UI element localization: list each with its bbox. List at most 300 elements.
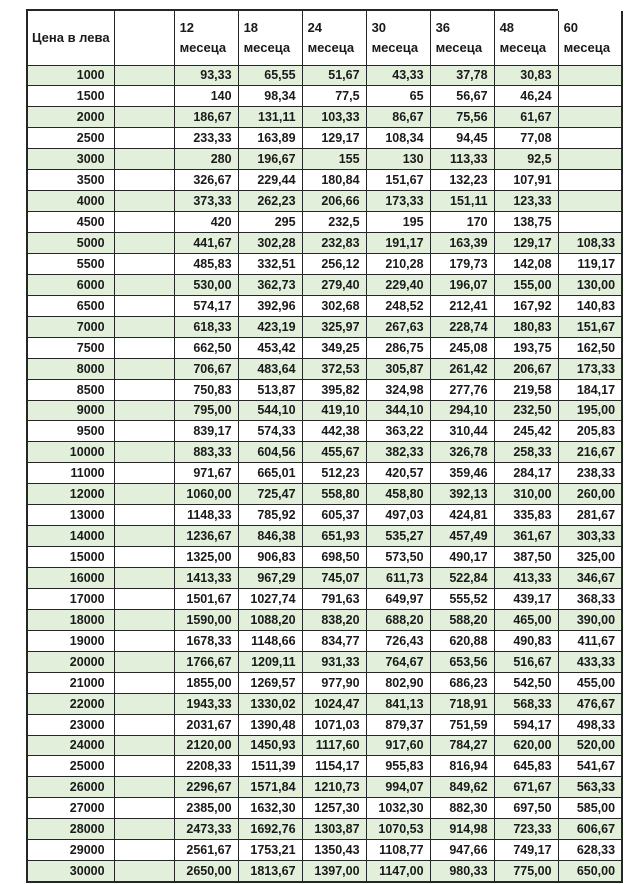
price-cell: 4000 — [27, 191, 114, 212]
payment-cell: 77,08 — [494, 128, 558, 149]
payment-cell: 260,00 — [558, 484, 622, 505]
payment-cell — [558, 149, 622, 170]
empty-cell — [114, 505, 174, 526]
table-row — [27, 463, 622, 484]
payment-cell: 541,67 — [558, 756, 622, 777]
month-column-header — [558, 10, 622, 65]
table-row — [27, 253, 622, 274]
payment-cell: 206,66 — [302, 191, 366, 212]
table-row — [27, 568, 622, 589]
table-row — [27, 316, 622, 337]
payment-cell: 611,73 — [366, 568, 430, 589]
table-row — [27, 212, 622, 233]
empty-cell — [114, 191, 174, 212]
payment-cell: 324,98 — [366, 379, 430, 400]
month-column-header — [174, 10, 238, 65]
payment-cell: 295 — [238, 212, 302, 233]
payment-cell: 1032,30 — [366, 798, 430, 819]
payment-cell: 751,59 — [430, 714, 494, 735]
payment-cell: 103,33 — [302, 107, 366, 128]
price-cell: 22000 — [27, 693, 114, 714]
table-row — [27, 442, 622, 463]
empty-cell — [114, 463, 174, 484]
month-column-header — [366, 10, 430, 65]
table-row — [27, 714, 622, 735]
month-unit: месеца — [499, 39, 547, 55]
month-number: 24 — [307, 19, 323, 35]
price-cell: 21000 — [27, 672, 114, 693]
table-row — [27, 358, 622, 379]
payment-cell: 1027,74 — [238, 588, 302, 609]
payment-cell: 155 — [302, 149, 366, 170]
table-row — [27, 798, 622, 819]
empty-cell — [114, 714, 174, 735]
payment-cell: 465,00 — [494, 609, 558, 630]
payment-cell: 193,75 — [494, 337, 558, 358]
payment-cell: 180,84 — [302, 170, 366, 191]
payment-cell: 75,56 — [430, 107, 494, 128]
price-cell: 14000 — [27, 526, 114, 547]
empty-cell — [114, 149, 174, 170]
payment-cell: 162,50 — [558, 337, 622, 358]
payment-cell: 785,92 — [238, 505, 302, 526]
payment-cell: 229,40 — [366, 274, 430, 295]
payment-cell: 628,33 — [558, 840, 622, 861]
empty-cell — [114, 735, 174, 756]
price-cell: 4500 — [27, 212, 114, 233]
empty-cell — [114, 484, 174, 505]
payment-cell: 86,67 — [366, 107, 430, 128]
payment-cell: 151,11 — [430, 191, 494, 212]
payment-cell: 498,33 — [558, 714, 622, 735]
payment-cell: 1325,00 — [174, 547, 238, 568]
price-cell: 7500 — [27, 337, 114, 358]
table-row — [27, 274, 622, 295]
empty-cell — [114, 588, 174, 609]
month-number: 60 — [563, 19, 579, 35]
payment-cell: 232,5 — [302, 212, 366, 233]
payment-cell: 568,33 — [494, 693, 558, 714]
payment-cell: 1148,33 — [174, 505, 238, 526]
month-column-header — [302, 10, 366, 65]
payment-cell: 373,33 — [174, 191, 238, 212]
payment-cell: 512,23 — [302, 463, 366, 484]
month-unit: месеца — [307, 39, 355, 55]
payment-cell: 698,50 — [302, 547, 366, 568]
payment-cell: 392,96 — [238, 295, 302, 316]
payment-cell: 163,39 — [430, 233, 494, 254]
payment-cell: 1209,11 — [238, 651, 302, 672]
price-cell: 23000 — [27, 714, 114, 735]
payment-cell: 2561,67 — [174, 840, 238, 861]
payment-cell: 1766,67 — [174, 651, 238, 672]
payment-cell: 196,67 — [238, 149, 302, 170]
payment-cell: 191,17 — [366, 233, 430, 254]
table-row — [27, 819, 622, 840]
payment-cell: 65,55 — [238, 65, 302, 86]
payment-cell: 574,17 — [174, 295, 238, 316]
payment-cell: 1855,00 — [174, 672, 238, 693]
payment-cell: 179,73 — [430, 253, 494, 274]
payment-cell: 955,83 — [366, 756, 430, 777]
payment-cell: 688,20 — [366, 609, 430, 630]
payment-cell: 433,33 — [558, 651, 622, 672]
payment-cell: 697,50 — [494, 798, 558, 819]
empty-cell — [114, 337, 174, 358]
price-cell: 8500 — [27, 379, 114, 400]
payment-cell: 46,24 — [494, 86, 558, 107]
price-cell: 19000 — [27, 630, 114, 651]
payment-cell: 344,10 — [366, 400, 430, 421]
price-cell: 20000 — [27, 651, 114, 672]
payment-cell: 849,62 — [430, 777, 494, 798]
payment-cell: 93,33 — [174, 65, 238, 86]
payment-cell: 775,00 — [494, 861, 558, 882]
empty-cell — [114, 672, 174, 693]
payment-cell: 129,17 — [494, 233, 558, 254]
payment-cell: 387,50 — [494, 547, 558, 568]
payment-cell: 604,56 — [238, 442, 302, 463]
month-unit: месеца — [243, 39, 291, 55]
payment-cell: 977,90 — [302, 672, 366, 693]
payment-cell: 205,83 — [558, 421, 622, 442]
table-row — [27, 756, 622, 777]
month-column-header — [430, 10, 494, 65]
empty-cell — [114, 609, 174, 630]
payment-cell: 931,33 — [302, 651, 366, 672]
payment-cell: 802,90 — [366, 672, 430, 693]
payment-cell: 361,67 — [494, 526, 558, 547]
price-cell: 5000 — [27, 233, 114, 254]
payment-cell: 423,19 — [238, 316, 302, 337]
empty-cell — [114, 442, 174, 463]
payment-cell: 967,29 — [238, 568, 302, 589]
payment-cell: 841,13 — [366, 693, 430, 714]
payment-cell: 1303,87 — [302, 819, 366, 840]
payment-cell: 43,33 — [366, 65, 430, 86]
payment-cell: 286,75 — [366, 337, 430, 358]
payment-cell: 2650,00 — [174, 861, 238, 882]
payment-cell: 325,97 — [302, 316, 366, 337]
price-cell: 10000 — [27, 442, 114, 463]
payment-cell: 245,08 — [430, 337, 494, 358]
payment-cell: 620,88 — [430, 630, 494, 651]
price-cell: 28000 — [27, 819, 114, 840]
payment-cell: 2208,33 — [174, 756, 238, 777]
empty-cell — [114, 295, 174, 316]
empty-cell — [114, 651, 174, 672]
table-row — [27, 861, 622, 882]
payment-cell: 1943,33 — [174, 693, 238, 714]
payment-cell: 882,30 — [430, 798, 494, 819]
price-cell: 6000 — [27, 274, 114, 295]
payment-cell: 228,74 — [430, 316, 494, 337]
price-column-header: Цена в лева — [27, 10, 114, 65]
payment-cell: 123,33 — [494, 191, 558, 212]
payment-cell: 594,17 — [494, 714, 558, 735]
payment-cell: 441,67 — [174, 233, 238, 254]
empty-cell — [114, 274, 174, 295]
payment-cell: 750,83 — [174, 379, 238, 400]
empty-cell — [114, 547, 174, 568]
price-sheet — [26, 9, 623, 883]
price-cell: 9000 — [27, 400, 114, 421]
payment-cell: 30,83 — [494, 65, 558, 86]
payment-cell: 665,01 — [238, 463, 302, 484]
payment-cell: 1060,00 — [174, 484, 238, 505]
payment-cell: 455,00 — [558, 672, 622, 693]
payment-cell: 618,33 — [174, 316, 238, 337]
payment-cell: 453,42 — [238, 337, 302, 358]
payment-cell: 458,80 — [366, 484, 430, 505]
table-row — [27, 484, 622, 505]
payment-cell: 649,97 — [366, 588, 430, 609]
payment-cell: 1236,67 — [174, 526, 238, 547]
empty-cell — [114, 107, 174, 128]
empty-cell — [114, 777, 174, 798]
table-row — [27, 128, 622, 149]
payment-cell — [558, 107, 622, 128]
month-number: 36 — [435, 19, 451, 35]
table-row — [27, 295, 622, 316]
table-row — [27, 170, 622, 191]
price-cell: 1500 — [27, 86, 114, 107]
table-row — [27, 86, 622, 107]
payment-cell: 994,07 — [366, 777, 430, 798]
payment-cell: 92,5 — [494, 149, 558, 170]
payment-cell: 530,00 — [174, 274, 238, 295]
payment-cell: 196,07 — [430, 274, 494, 295]
payment-cell: 1088,20 — [238, 609, 302, 630]
payment-cell: 212,41 — [430, 295, 494, 316]
payment-cell: 37,78 — [430, 65, 494, 86]
payment-cell: 585,00 — [558, 798, 622, 819]
payment-cell: 248,52 — [366, 295, 430, 316]
payment-cell: 325,00 — [558, 547, 622, 568]
payment-cell: 1070,53 — [366, 819, 430, 840]
payment-cell: 1753,21 — [238, 840, 302, 861]
empty-cell — [114, 693, 174, 714]
payment-cell: 439,17 — [494, 588, 558, 609]
payment-cell: 163,89 — [238, 128, 302, 149]
payment-cell: 131,11 — [238, 107, 302, 128]
payment-cell: 195,00 — [558, 400, 622, 421]
empty-cell — [114, 819, 174, 840]
month-column-header — [494, 10, 558, 65]
payment-cell: 335,83 — [494, 505, 558, 526]
payment-cell: 180,83 — [494, 316, 558, 337]
payment-cell: 1678,33 — [174, 630, 238, 651]
payment-cell: 140 — [174, 86, 238, 107]
payment-cell: 151,67 — [366, 170, 430, 191]
payment-cell: 522,84 — [430, 568, 494, 589]
payment-cell: 1071,03 — [302, 714, 366, 735]
table-row — [27, 735, 622, 756]
price-cell: 17000 — [27, 588, 114, 609]
payment-cell: 151,67 — [558, 316, 622, 337]
empty-cell — [114, 86, 174, 107]
payment-cell — [558, 212, 622, 233]
payment-cell: 267,63 — [366, 316, 430, 337]
payment-cell: 258,33 — [494, 442, 558, 463]
payment-cell: 419,10 — [302, 400, 366, 421]
payment-cell: 1108,77 — [366, 840, 430, 861]
payment-cell: 671,67 — [494, 777, 558, 798]
payment-cell: 513,87 — [238, 379, 302, 400]
payment-cell: 51,67 — [302, 65, 366, 86]
payment-cell: 1147,00 — [366, 861, 430, 882]
payment-cell: 846,38 — [238, 526, 302, 547]
empty-cell — [114, 756, 174, 777]
payment-cell: 650,00 — [558, 861, 622, 882]
empty-cell — [114, 316, 174, 337]
price-cell: 24000 — [27, 735, 114, 756]
table-row — [27, 421, 622, 442]
payment-cell: 56,67 — [430, 86, 494, 107]
payment-cell: 839,17 — [174, 421, 238, 442]
payment-cell: 310,44 — [430, 421, 494, 442]
payment-cell: 1210,73 — [302, 777, 366, 798]
payment-cell: 294,10 — [430, 400, 494, 421]
price-cell: 5500 — [27, 253, 114, 274]
payment-cell: 281,67 — [558, 505, 622, 526]
payment-cell: 129,17 — [302, 128, 366, 149]
empty-cell — [114, 358, 174, 379]
payment-cell: 245,42 — [494, 421, 558, 442]
payment-cell: 1813,67 — [238, 861, 302, 882]
payment-cell: 332,51 — [238, 253, 302, 274]
payment-cell: 834,77 — [302, 630, 366, 651]
price-cell: 7000 — [27, 316, 114, 337]
payment-cell: 77,5 — [302, 86, 366, 107]
empty-cell — [114, 421, 174, 442]
payment-cell: 542,50 — [494, 672, 558, 693]
payment-cell: 1632,30 — [238, 798, 302, 819]
table-row — [27, 526, 622, 547]
payment-cell: 838,20 — [302, 609, 366, 630]
payment-cell: 305,87 — [366, 358, 430, 379]
payment-cell: 1350,43 — [302, 840, 366, 861]
table-row — [27, 777, 622, 798]
payment-cell: 442,38 — [302, 421, 366, 442]
price-cell: 9500 — [27, 421, 114, 442]
payment-cell — [558, 191, 622, 212]
payment-cell: 142,08 — [494, 253, 558, 274]
table-row — [27, 547, 622, 568]
payment-cell: 573,50 — [366, 547, 430, 568]
payment-cell: 184,17 — [558, 379, 622, 400]
table-row — [27, 651, 622, 672]
payment-cell: 455,67 — [302, 442, 366, 463]
payment-cell: 195 — [366, 212, 430, 233]
payment-cell: 284,17 — [494, 463, 558, 484]
payment-cell: 914,98 — [430, 819, 494, 840]
payment-cell: 108,33 — [558, 233, 622, 254]
payment-cell: 359,46 — [430, 463, 494, 484]
payment-cell: 725,47 — [238, 484, 302, 505]
table-row — [27, 693, 622, 714]
payment-cell: 261,42 — [430, 358, 494, 379]
empty-cell — [114, 233, 174, 254]
payment-cell: 1330,02 — [238, 693, 302, 714]
payment-cell: 723,33 — [494, 819, 558, 840]
price-cell: 15000 — [27, 547, 114, 568]
table-row — [27, 672, 622, 693]
payment-cell: 563,33 — [558, 777, 622, 798]
payment-cell: 326,78 — [430, 442, 494, 463]
payment-cell: 119,17 — [558, 253, 622, 274]
payment-cell: 108,34 — [366, 128, 430, 149]
empty-column-header — [114, 10, 174, 65]
payment-cell: 424,81 — [430, 505, 494, 526]
payment-cell: 490,83 — [494, 630, 558, 651]
payment-cell: 1154,17 — [302, 756, 366, 777]
table-row — [27, 400, 622, 421]
payment-cell: 1024,47 — [302, 693, 366, 714]
payment-cell: 98,34 — [238, 86, 302, 107]
payment-cell: 140,83 — [558, 295, 622, 316]
payment-cell: 1413,33 — [174, 568, 238, 589]
price-cell: 18000 — [27, 609, 114, 630]
payment-cell: 1590,00 — [174, 609, 238, 630]
table-row — [27, 107, 622, 128]
payment-cell: 349,25 — [302, 337, 366, 358]
payment-cell: 947,66 — [430, 840, 494, 861]
payment-cell: 2296,67 — [174, 777, 238, 798]
payment-cell: 280 — [174, 149, 238, 170]
payment-cell: 413,33 — [494, 568, 558, 589]
payment-cell: 420,57 — [366, 463, 430, 484]
payment-cell: 555,52 — [430, 588, 494, 609]
table-row — [27, 191, 622, 212]
empty-cell — [114, 65, 174, 86]
payment-cell: 279,40 — [302, 274, 366, 295]
month-unit: месеца — [435, 39, 483, 55]
payment-cell: 879,37 — [366, 714, 430, 735]
header-row — [27, 10, 622, 65]
payment-cell: 653,56 — [430, 651, 494, 672]
month-number: 30 — [371, 19, 387, 35]
payment-cell: 745,07 — [302, 568, 366, 589]
price-cell: 11000 — [27, 463, 114, 484]
payment-cell: 457,49 — [430, 526, 494, 547]
payment-cell: 186,67 — [174, 107, 238, 128]
payment-cell: 138,75 — [494, 212, 558, 233]
payment-cell: 497,03 — [366, 505, 430, 526]
payment-cell: 206,67 — [494, 358, 558, 379]
payment-cell: 1257,30 — [302, 798, 366, 819]
payment-cell: 726,43 — [366, 630, 430, 651]
price-cell: 6500 — [27, 295, 114, 316]
table-row — [27, 233, 622, 254]
payment-cell — [558, 170, 622, 191]
table-row — [27, 337, 622, 358]
payment-cell: 795,00 — [174, 400, 238, 421]
price-cell: 30000 — [27, 861, 114, 882]
price-cell: 8000 — [27, 358, 114, 379]
table-row — [27, 840, 622, 861]
payment-cell: 971,67 — [174, 463, 238, 484]
payment-cell: 155,00 — [494, 274, 558, 295]
payment-cell: 238,33 — [558, 463, 622, 484]
payment-cell: 605,37 — [302, 505, 366, 526]
payment-cell: 229,44 — [238, 170, 302, 191]
payment-cell: 1501,67 — [174, 588, 238, 609]
table-row — [27, 630, 622, 651]
empty-cell — [114, 840, 174, 861]
payment-cell — [558, 86, 622, 107]
table-row — [27, 65, 622, 86]
